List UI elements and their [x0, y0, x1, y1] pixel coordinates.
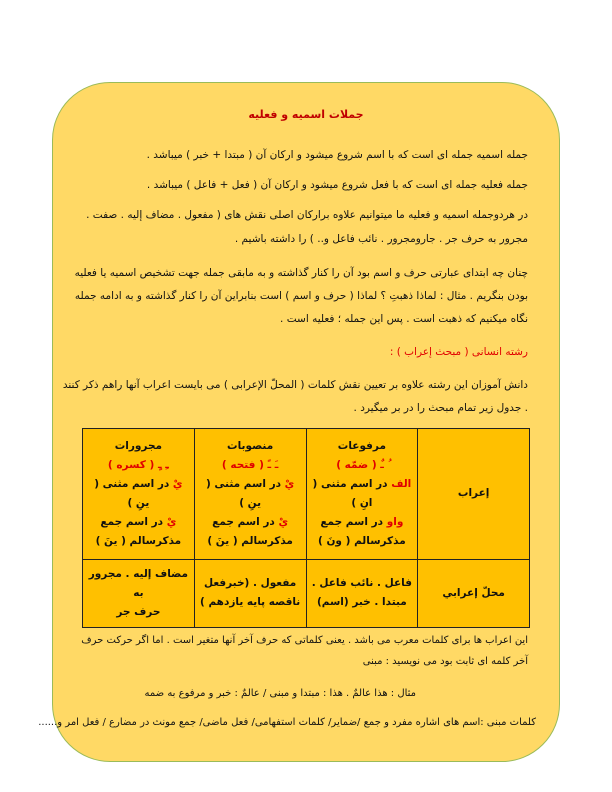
- majrurat-line1: [87, 475, 190, 513]
- cell-marfuat: [306, 429, 418, 560]
- text: در اسم جمع: [320, 515, 387, 528]
- cell-mansubat-mahal: [194, 559, 306, 627]
- mabni-words-line: کلمات مبنی :اسم های اشاره مفرد و جمع /ضمایر/ کلمات استفهامی/ فعل ماضی/ جمع مونث در مضارع / فعل امر و......: [38, 717, 536, 728]
- mansubat-line1: [199, 475, 302, 513]
- paragraph-harf-line1: چنان چه ابتدای عبارتی حرف و اسم بود آن را کنار گذاشته و به مابقی جمله جهت تشخیص اسمیه یا فعلیه: [74, 267, 528, 279]
- erab-table: [82, 428, 530, 628]
- text: در اسم مثنی ( ينِ ): [205, 477, 285, 509]
- header-mansubat: منصوبات: [227, 439, 274, 452]
- majrurat-mahal-line2: حرف جر: [116, 605, 161, 618]
- cell-mansubat: [194, 429, 306, 560]
- marfuat-mahal-line1: فاعل . نائب فاعل .: [311, 577, 413, 590]
- red-letter: يْ: [278, 515, 289, 528]
- red-letter: يْ: [172, 477, 183, 490]
- mansubat-line3: مذکرسالم ( ينَ ): [207, 534, 293, 547]
- paragraph-jomle-feliye: جمله فعلیه جمله ای است که با فعل شروع میشود و ارکان آن ( فعل + فاعل ) میباشد .: [146, 179, 528, 191]
- page-title: جملات اسمیه و فعلیه: [248, 108, 364, 121]
- paragraph-arkan-line2: مجرور به حرف جر . جارومجرور . نائب فاعل و.. ) را داشته باشیم .: [234, 233, 528, 245]
- red-letter: الف: [391, 477, 412, 490]
- cell-marfuat-mahal: [306, 559, 418, 627]
- sign-mansubat: ـَ ـً ( فتحه ): [221, 458, 279, 471]
- red-letter: يْ: [166, 515, 177, 528]
- text: در اسم مثنی ( ينِ ): [94, 477, 173, 509]
- paragraph-mo'rab-line2: آخر کلمه ای ثابت بود می نویسید : مبنی: [362, 656, 528, 667]
- paragraph-arkan-line1: در هردوجمله اسمیه و فعلیه ما میتوانیم علاوه برارکان اصلی نقش های ( مفعول . مضاف إلیه . صفت .: [86, 209, 528, 221]
- table-row: [83, 559, 530, 627]
- paragraph-jomle-esmiye: جمله اسمیه جمله ای است که با اسم شروع میشود و ارکان آن ( مبتدا + خبر ) میباشد .: [146, 149, 528, 161]
- row-label-erab: إعراب: [418, 429, 530, 560]
- text: در اسم جمع: [212, 515, 279, 528]
- cell-majrurat-mahal: [83, 559, 195, 627]
- section-heading: رشته انسانی ( مبحث إعراب ) :: [389, 346, 528, 358]
- sign-marfuat: ُ ـٌ ( ضمّه ): [336, 458, 388, 471]
- text: در اسم جمع: [100, 515, 167, 528]
- marfuat-line1: [311, 475, 414, 513]
- cell-majrurat: [83, 429, 195, 560]
- mansubat-mahal-line1: مفعول . (خبرفعل: [203, 577, 297, 590]
- mansubat-mahal-line2: ناقصه پایه یازدهم ): [199, 596, 301, 609]
- paragraph-erab-line1: دانش آموزان این رشته علاوه بر تعیین نقش کلمات ( المحلّ الإعرابی ) می بایست اعراب آنها راهم ذکر کنند: [62, 379, 528, 391]
- text: در اسم مثنی ( انِ ): [312, 477, 392, 509]
- red-letter: يْ: [284, 477, 295, 490]
- paragraph-erab-line2: . جدول زیر تمام مبحث را در بر میگیرد .: [353, 402, 528, 414]
- table-row: [83, 429, 530, 560]
- paragraph-harf-line3: نگاه میکنیم که ذهبت است . پس این جمله ؛ فعلیه است .: [280, 313, 528, 325]
- red-letter: واو: [386, 515, 404, 528]
- row-label-mahal: محلّ إعرابي: [418, 559, 530, 627]
- majrurat-line2: [87, 513, 190, 532]
- mansubat-line2: [199, 513, 302, 532]
- majrurat-mahal-line1: مضاف إلیه . مجرور به: [88, 567, 189, 599]
- paragraph-harf-line2: بودن بنگریم . مثال : لماذا ذهبتِ ؟ لماذا ( حرف و اسم ) است بنابراین آن را کنار گذاشته و به ادامه جمله: [74, 290, 528, 302]
- header-marfuat: مرفوعات: [337, 439, 386, 452]
- majrurat-line3: مذکرسالم ( ينَ ): [95, 534, 182, 547]
- marfuat-line2: [311, 513, 414, 532]
- header-majrurat: مجرورات: [114, 439, 163, 452]
- example-line: مثال : هذا عالمٌ . هذا : مبتدا و مبنی / عالمٌ : خبر و مرفوع به ضمه: [144, 688, 416, 699]
- paragraph-mo'rab-line1: این اعراب ها برای کلمات معرب می باشد . یعنی کلماتی که حرف آخر آنها متغیر است . اما اگر حرکت حرف: [81, 635, 528, 646]
- sign-majrurat: ـِ ـٍ ( کسره ): [107, 458, 169, 471]
- marfuat-line3: مذکرسالم ( ونَ ): [318, 534, 406, 547]
- marfuat-mahal-line2: مبتدا . خبر (اسم): [316, 596, 407, 609]
